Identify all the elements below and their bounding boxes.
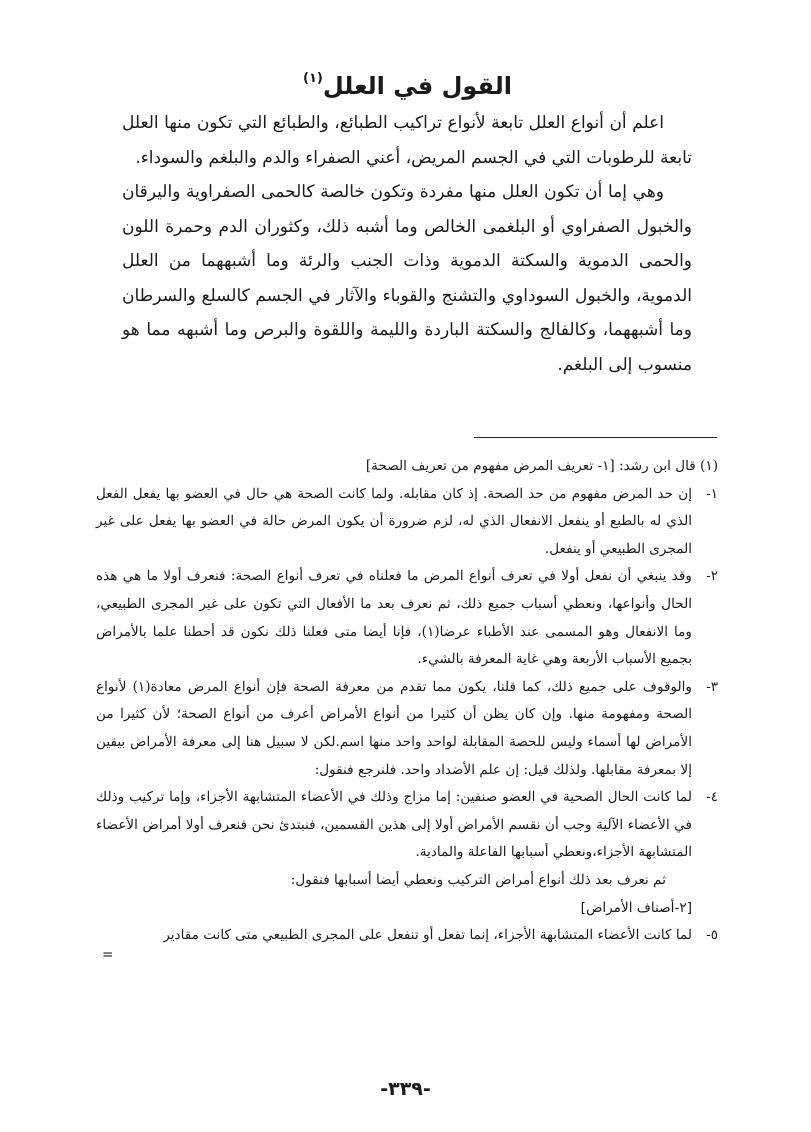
footnote-item-number: ٢- (706, 568, 718, 585)
footnote-item (96, 563, 718, 673)
main-text (122, 106, 692, 382)
footnote-continuation: ثم نعرف بعد ذلك أنواع أمراض التركيب ونعطي أيضا أسبابها فنقول: (290, 871, 666, 888)
footnote-intro: (١) قال ابن رشد: [١- تعريف المرض مفهوم من تعريف الصحة] (365, 458, 718, 474)
footnote-subheading: [٢-أصناف الأمراض] (580, 899, 692, 916)
footnote-reference: (١) (303, 71, 323, 86)
footnote-item-number: ٤- (706, 789, 718, 806)
footnote-item-text: لما كانت الأعضاء المتشابهة الأجزاء، إنما تفعل أو تنفعل على المجرى الطبيعي متى كانت مقادير (163, 927, 692, 944)
footnote-item (96, 674, 718, 784)
footnote-item-text: والوقوف على جميع ذلك، كما قلنا، يكون مما تقدم من معرفة الصحة فإن أنواع المرض معادة(١) لأنواع الصحة ومفهومة منها. وإن كان يظن أن كثيرا من أنواع الأمراض أعرف من أنواع الصحة؛ لأن كثيرا من الأمراض لها أسماء وليس للحصة المقابلة لواحد واحد منها اسم.لكن لا سبيل هنا إلى معرفة الأمراض بيقين إلا بمعرفة مقابلها. ولذلك قيل: إن علم الأضداد واحد. فلنرجع فنقول: (96, 678, 693, 778)
section-title (0, 62, 811, 103)
paragraph-1: اعلم أن أنواع العلل تابعة لأنواع تراكيب الطبائع، والطبائع التي تكون منها العلل تابعة للرطوبات التي في الجسم المريض، أعني الصفراء والدم والبلغم والسوداء. (122, 113, 692, 168)
footnote-item (96, 784, 718, 867)
footnote-item-number: ٣- (706, 678, 718, 695)
footnote-item-number: ١- (706, 485, 718, 502)
footnote-item-text: وقد ينبغي أن نفعل أولا في تعرف أنواع المرض ما فعلناه في تعرف أنواع الصحة: فنعرف أولا ما هي هذه الحال وأنواعها، ونعطي أسباب جميع ذلك، ثم نعرف بعد ما الأفعال التي تكون على غير المجرى الطبيعي، وما الانفعال وهو المسمى عند الأطباء عرضا(١)، فإنا أيضا متى فعلنا ذلك نكون قد أحطنا علما بالأمراض بجميع الأسباب الأربعة وهي غاية المعرفة بالشيء. (96, 568, 692, 668)
page-number: -٣٣٩- (380, 1078, 431, 1100)
footnote-item-text: لما كانت الحال الصحية في العضو صنفين: إما مزاج وذلك في الأعضاء المتشابهة الأجزاء، وإما تركيب وذلك في الأعضاء الآلية وجب أن نقسم الأمراض أولا إلى هذين القسمين، فنبتدئ نحن فنعرف أولا أمراض الأعضاء المتشابهة الأجزاء،ونعطي أسبابها الفاعلة والمادية. (96, 789, 692, 861)
footnote-item (96, 922, 718, 950)
footnote-item-text: إن حد المرض مفهوم من حد الصحة. إذ كان مقابله. ولما كانت الصحة هي حال في العضو بها يفعل الفعل الذي له بالطبع أو ينفعل الانفعال الذي له، لزم ضرورة أن يكون المرض حالة في العضو بها يفعل على غير المجرى الطبيعي أو ينفعل. (96, 485, 692, 557)
catchword-mark: = (102, 946, 114, 963)
footnotes (96, 453, 718, 963)
footnote-item-number: ٥- (706, 927, 718, 944)
footnote-item (96, 481, 718, 564)
paragraph-2: وهي إما أن تكون العلل منها مفردة وتكون خالصة كالحمى الصفراوية واليرقان والخبول الصفراوي أو البلغمى الخالص وما أشبه ذلك، وكثوران الدم وحمرة اللون والحمى الدموية والسكتة الدموية وذات الجنب والرئة وما أشبههما من العلل الدموية، والخبول السوداوي والتشنج والقوباء والآثار في الجسم كالسلع والسرطان وما أشبههما، وكالفالج والسكتة الباردة والليمة واللقوة والبرص وما أشبهه مما هو منسوب إلى البلغم. (122, 182, 692, 375)
footnote-separator (474, 437, 717, 438)
section-title-text: القول في العلل (322, 72, 512, 100)
